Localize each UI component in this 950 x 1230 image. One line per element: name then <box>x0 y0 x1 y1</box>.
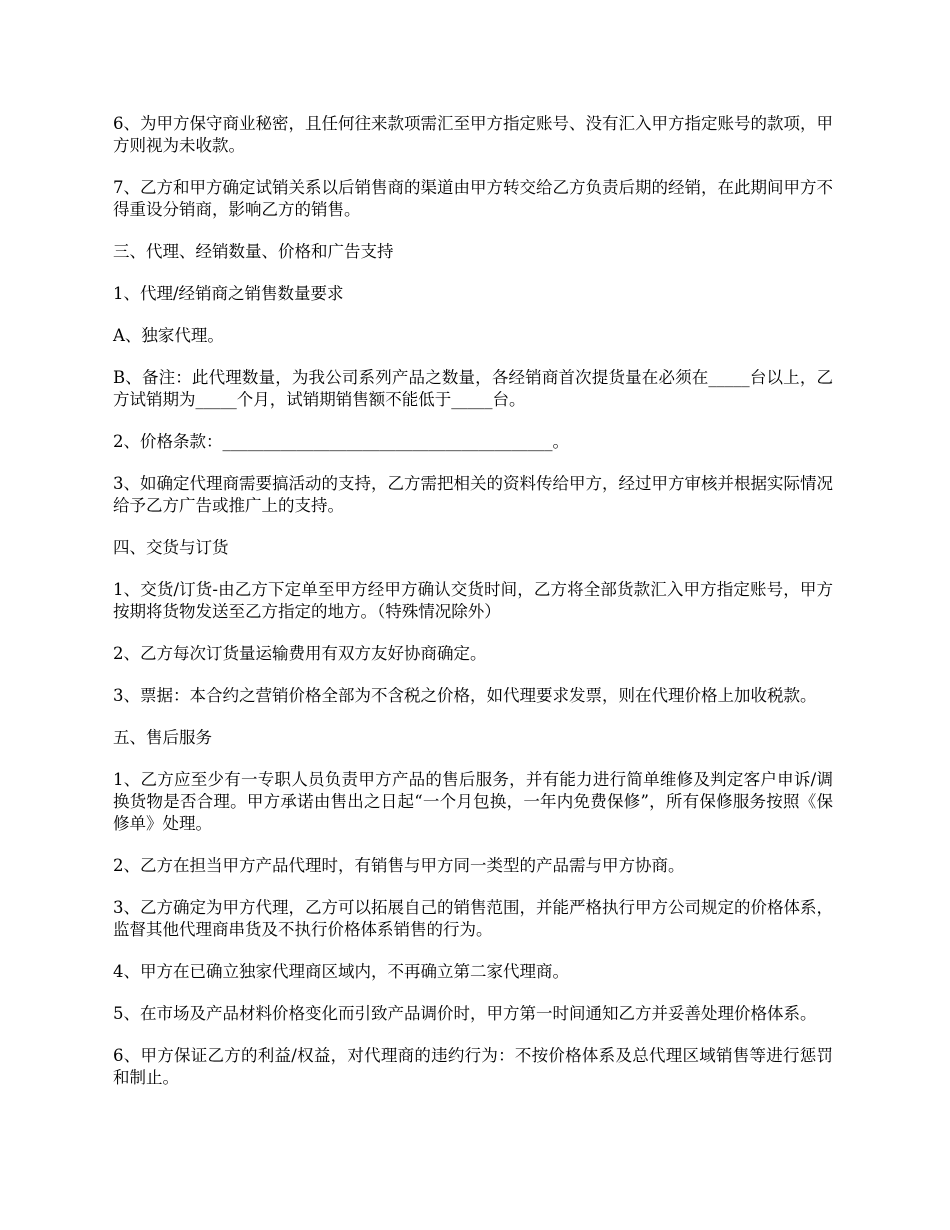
clause-ordering: 1、交货/订货-由乙方下定单至甲方经甲方确认交货时间，乙方将全部货款汇入甲方指定账号，甲方按期将货物发送至乙方指定的地方。（特殊情况除外） <box>113 580 833 621</box>
clause-rights-protection: 6、甲方保证乙方的利益/权益，对代理商的违约行为：不按价格体系及总代理区域销售等进行惩罚和制止。 <box>113 1046 833 1087</box>
clause-distribution-channel: 7、乙方和甲方确定试销关系以后销售商的渠道由甲方转交给乙方负责后期的经销，在此期间甲方不得重设分销商，影响乙方的销售。 <box>113 178 833 219</box>
document-body <box>113 113 833 1109</box>
clause-promotion-support: 3、如确定代理商需要搞活动的支持，乙方需把相关的资料传给甲方，经过甲方审核并根据实际情况给予乙方广告或推广上的支持。 <box>113 474 833 515</box>
clause-sales-quantity: 1、代理/经销商之销售数量要求 <box>113 284 344 303</box>
section-heading-delivery: 四、交货与订货 <box>113 538 229 557</box>
section-heading-after-sales: 五、售后服务 <box>113 728 212 747</box>
clause-confidentiality: 6、为甲方保守商业秘密，且任何往来款项需汇至甲方指定账号、没有汇入甲方指定账号的款项，甲方则视为未收款。 <box>113 114 833 155</box>
clause-service-staff: 1、乙方应至少有一专职人员负责甲方产品的售后服务，并有能力进行简单维修及判定客户申诉/调换货物是否合理。甲方承诺由售出之日起“一个月包换，一年内免费保修”，所有保修服务按照《保修单》处理。 <box>113 770 833 833</box>
clause-remarks: B、备注：此代理数量，为我公司系列产品之数量，各经销商首次提货量在必须在_____台以上，乙方试销期为_____个月，试销期销售额不能低于_____台。 <box>113 368 833 409</box>
clause-exclusive-agency: A、独家代理。 <box>113 326 224 345</box>
clause-price-terms: 2、价格条款：________________________________________。 <box>113 432 569 451</box>
clause-shipping-cost: 2、乙方每次订货量运输费用有双方友好协商确定。 <box>113 644 487 663</box>
clause-competing-products: 2、乙方在担当甲方产品代理时，有销售与甲方同一类型的产品需与甲方协商。 <box>113 856 685 875</box>
clause-invoice: 3、票据：本合约之营销价格全部为不含税之价格，如代理要求发票，则在代理价格上加收税款。 <box>113 686 817 705</box>
clause-price-adjustment: 5、在市场及产品材料价格变化而引致产品调价时，甲方第一时间通知乙方并妥善处理价格体系。 <box>113 1004 817 1023</box>
section-heading-quantity-price: 三、代理、经销数量、价格和广告支持 <box>113 242 394 261</box>
clause-sales-scope: 3、乙方确定为甲方代理，乙方可以拓展自己的销售范围，并能严格执行甲方公司规定的价格体系，监督其他代理商串货及不执行价格体系销售的行为。 <box>113 898 833 939</box>
clause-exclusive-region: 4、甲方在已确立独家代理商区域内，不再确立第二家代理商。 <box>113 962 569 981</box>
